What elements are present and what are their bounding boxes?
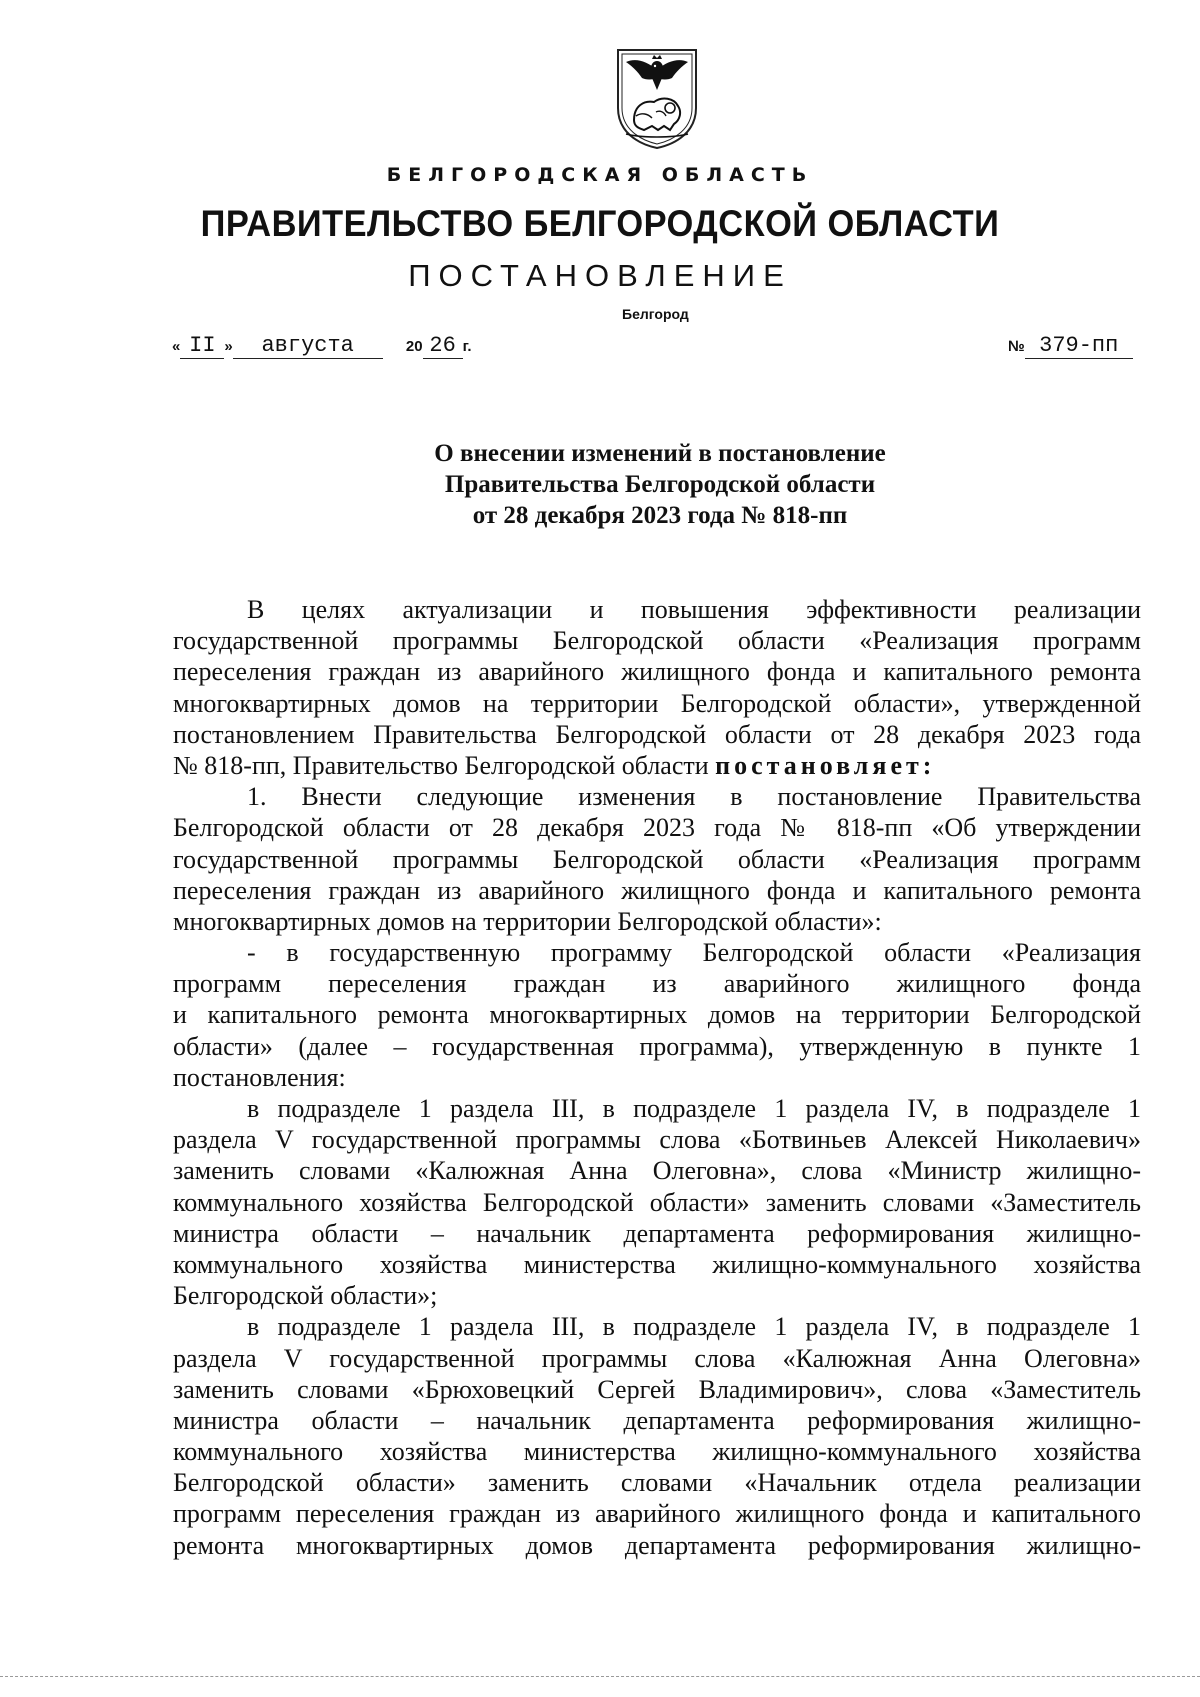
- document-body: [173, 594, 1141, 1561]
- date-year-suffix: 26: [423, 333, 463, 359]
- body-line: коммунального хозяйства министерства жилищно-коммунального хозяйства: [173, 1249, 1141, 1279]
- title-line: О внесении изменений в постановление: [434, 440, 886, 467]
- government-name: ПРАВИТЕЛЬСТВО БЕЛГОРОДСКОЙ ОБЛАСТИ: [200, 203, 1000, 244]
- body-line: заменить словами «Калюжная Анна Олеговна», слова «Министр жилищно-: [173, 1156, 1141, 1186]
- body-line: - в государственную программу Белгородской области «Реализация: [247, 938, 1141, 968]
- body-line: В целях актуализации и повышения эффективности реализации: [247, 595, 1141, 624]
- number-value: 379-пп: [1025, 333, 1133, 359]
- decree-word: постановляет:: [715, 750, 936, 780]
- page-bottom-edge: [0, 1676, 1200, 1677]
- body-line-text: № 818-пп, Правительство Белгородской области: [173, 750, 709, 780]
- date-month: августа: [233, 333, 383, 359]
- body-line: государственной программы Белгородской области «Реализация программ: [173, 626, 1141, 656]
- body-line: министра области – начальник департамента реформирования жилищно-: [173, 1405, 1141, 1435]
- date-open-quote: «: [172, 338, 181, 355]
- body-line: ремонта многоквартирных домов департамента реформирования жилищно-: [173, 1530, 1141, 1560]
- body-line: постановления:: [173, 1062, 346, 1092]
- date-close-quote: »: [224, 338, 233, 355]
- body-line: постановлением Правительства Белгородской области от 28 декабря 2023 года: [173, 719, 1141, 749]
- body-line: коммунального хозяйства Белгородской области» заменить словами «Заместитель: [173, 1187, 1141, 1217]
- body-line: переселения граждан из аварийного жилищного фонда и капитального ремонта: [173, 875, 1141, 905]
- date-day: II: [180, 333, 224, 359]
- title-line: от 28 декабря 2023 года № 818-пп: [472, 502, 848, 529]
- body-line: Белгородской области от 28 декабря 2023 года № 818-пп «Об утверждении: [173, 813, 1141, 843]
- body-line: в подразделе 1 раздела III, в подразделе 1 раздела IV, в подразделе 1: [247, 1094, 1141, 1123]
- document-title: [170, 438, 1150, 531]
- date-year-prefix: 20: [405, 338, 423, 355]
- coat-of-arms-emblem-icon: [612, 46, 702, 150]
- body-line: многоквартирных домов на территории Белгородской области»:: [173, 906, 882, 936]
- body-line: заменить словами «Брюховецкий Сергей Владимирович», слова «Заместитель: [173, 1374, 1141, 1404]
- body-line: раздела V государственной программы слова «Ботвиньев Алексей Николаевич»: [173, 1125, 1141, 1155]
- body-line: [173, 750, 1141, 781]
- body-line: государственной программы Белгородской области «Реализация программ: [173, 844, 1141, 874]
- body-line: программ переселения граждан из аварийного жилищного фонда: [173, 969, 1141, 999]
- body-line: области» (далее – государственная программа), утвержденную в пункте 1: [173, 1031, 1141, 1061]
- body-line: переселения граждан из аварийного жилищного фонда и капитального ремонта: [173, 657, 1141, 687]
- document-type: ПОСТАНОВЛЕНИЕ: [408, 258, 792, 293]
- number-sign: №: [1008, 338, 1025, 355]
- date-year-abbr: г.: [462, 338, 472, 355]
- body-line: и капитального ремонта многоквартирных домов на территории Белгородской: [173, 1000, 1141, 1030]
- city-name: Белгород: [622, 306, 689, 322]
- document-number: [1008, 333, 1133, 359]
- body-line: в подразделе 1 раздела III, в подразделе 1 раздела IV, в подразделе 1: [247, 1312, 1141, 1342]
- body-line: программ переселения граждан из аварийного жилищного фонда и капитального: [173, 1499, 1141, 1529]
- body-line: коммунального хозяйства министерства жилищно-коммунального хозяйства: [173, 1437, 1141, 1467]
- document-date: [172, 333, 502, 363]
- body-line: министра области – начальник департамента реформирования жилищно-: [173, 1218, 1141, 1248]
- body-line: 1. Внести следующие изменения в постановление Правительства: [247, 782, 1141, 812]
- region-name: БЕЛГОРОДСКАЯ ОБЛАСТЬ: [386, 164, 814, 186]
- title-line: Правительства Белгородской области: [444, 471, 876, 498]
- body-line: Белгородской области» заменить словами «Начальник отдела реализации: [173, 1468, 1141, 1498]
- body-line: Белгородской области»;: [173, 1281, 438, 1311]
- body-line: раздела V государственной программы слова «Калюжная Анна Олеговна»: [173, 1343, 1141, 1373]
- body-line: многоквартирных домов на территории Белгородской области», утвержденной: [173, 688, 1141, 718]
